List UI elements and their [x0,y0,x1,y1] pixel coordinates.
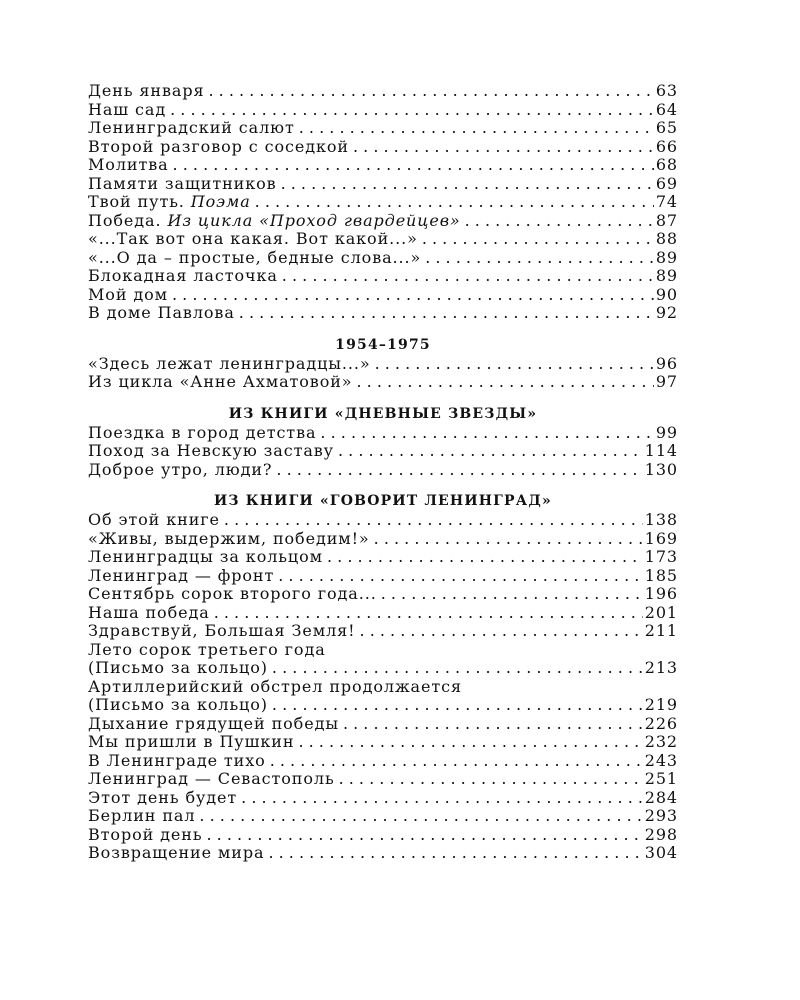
toc-entry [88,585,678,604]
dot-leader [172,286,654,305]
entry-page: 298 [644,824,678,844]
entry-title: Об этой книге [88,510,220,529]
toc-entry [88,304,678,323]
toc-entry [88,622,678,641]
entry-title [88,212,461,231]
entry-title: Наш сад [88,99,167,119]
table-of-contents [88,82,678,863]
entry-title: Молитва [88,155,169,174]
toc-entry [88,212,678,231]
dot-leader [272,696,643,715]
entry-page: 88 [655,229,678,248]
toc-entry [88,530,678,549]
dot-leader [170,101,654,120]
entry-title: Мы пришли в Пушкин [88,732,295,751]
toc-entry [88,267,678,286]
toc-entry [88,548,678,567]
toc-entry [88,373,678,392]
entry-title: День января [88,81,205,100]
toc-entry [88,286,678,305]
entry-page: 243 [644,750,678,770]
toc-section-2 [88,336,678,392]
entry-page: 92 [655,303,678,322]
entry-page: 74 [655,192,678,211]
dot-leader [206,826,642,845]
entry-title: Ленинград — Севастополь [88,769,335,788]
toc-entry [88,424,678,443]
dot-leader [255,193,654,212]
entry-page: 97 [655,372,678,391]
toc-entry [88,715,678,734]
entry-title: Мой дом [88,284,168,304]
entry-page: 201 [644,602,678,622]
entry-page: 65 [655,118,678,137]
dot-leader [268,844,642,863]
entry-title: Второй день [88,824,203,844]
entry-title: Артиллерийский обстрел продолжается [88,676,462,696]
entry-page: 130 [644,459,678,479]
entry-page: 138 [644,510,678,529]
toc-section-1 [88,82,678,323]
dot-leader [381,585,643,604]
entry-title: Ленинградцы за кольцом [88,547,323,566]
entry-title: Блокадная ласточка [88,266,278,285]
dot-leader [425,249,654,268]
entry-page: 185 [644,565,678,585]
entry-title: Возвращение мира [88,843,265,862]
section-heading: ИЗ КНИГИ «ДНЕВНЫЕ ЗВЕЗДЫ» [228,405,538,422]
dot-leader [241,789,643,808]
dot-leader [360,622,643,641]
entry-title-line2: (Письмо за кольцо) [88,658,268,677]
dot-leader [278,567,643,586]
entry-page: 284 [644,787,678,807]
entry-page: 89 [655,247,678,267]
toc-entry [88,461,678,480]
toc-entry [88,175,678,194]
entry-title-main: Победа. [88,210,162,230]
toc-entry [88,193,678,212]
entry-title: Дыхание грядущей победы [88,713,339,733]
entry-page: 196 [644,584,678,603]
entry-page: 232 [644,732,678,751]
entry-page: 63 [655,81,678,100]
entry-title: Поход за Невскую заставу [88,441,334,460]
entry-title: «Живы, выдержим, победим!» [88,528,370,548]
entry-title: Поездка в город детства [88,422,317,442]
entry-title: Ленинградский салют [88,118,295,137]
toc-entry [88,659,678,678]
entry-page: 66 [655,136,678,156]
entry-page: 226 [644,713,678,733]
toc-entry [88,752,678,771]
toc-entry [88,770,678,789]
dot-leader [422,230,654,249]
dot-leader [239,304,654,323]
toc-entry [88,733,678,752]
toc-entry [88,442,678,461]
entry-page: 251 [644,769,678,788]
entry-subtitle: Поэма [190,192,251,211]
dot-leader [276,461,642,480]
entry-page: 90 [655,284,678,304]
toc-entry [88,844,678,863]
toc-entry [88,511,678,530]
dot-leader [465,212,654,231]
entry-title: Доброе утро, люди? [88,459,273,479]
dot-leader [343,715,643,734]
entry-title: Сентябрь сорок второго года... [88,584,377,603]
dot-leader [338,442,643,461]
dot-leader [353,138,654,157]
entry-title: Из цикла «Анне Ахматовой» [88,372,353,391]
toc-entry [88,826,678,845]
toc-entry [88,567,678,586]
dot-leader [299,119,654,138]
entry-page: 169 [644,528,678,548]
entry-title [88,193,251,212]
dot-leader [199,807,642,826]
dot-leader [208,82,653,101]
entry-page: 219 [644,695,678,714]
entry-page: 87 [655,210,678,230]
dot-leader [214,604,643,623]
dot-leader [339,770,643,789]
toc-section-3 [88,405,678,480]
entry-title: Наша победа [88,602,210,622]
toc-entry [88,604,678,623]
entry-title: В доме Павлова [88,303,235,322]
entry-page: 99 [655,422,678,442]
toc-entry [88,119,678,138]
entry-subtitle: Из цикла «Проход гвардейцев» [167,210,461,230]
entry-page: 173 [644,547,678,566]
toc-entry [88,807,678,826]
entry-title: Лето сорок третьего года [88,639,326,659]
entry-page: 211 [644,621,678,640]
entry-page: 114 [644,441,678,460]
entry-title: «...О да – простые, бедные слова...» [88,247,422,267]
toc-section-4 [88,492,678,863]
toc-entry [88,156,678,175]
toc-entry [88,696,678,715]
toc-entry [88,789,678,808]
entry-title: В Ленинграде тихо [88,750,266,770]
toc-entry [88,249,678,268]
dot-leader [357,373,654,392]
toc-entry [88,230,678,249]
dot-leader [282,267,654,286]
section-heading: ИЗ КНИГИ «ГОВОРИТ ЛЕНИНГРАД» [214,493,552,509]
dot-leader [327,548,643,567]
entry-title: «Здесь лежат ленинградцы...» [88,353,371,373]
toc-entry [88,82,678,101]
dot-leader [281,175,654,194]
dot-leader [298,733,642,752]
entry-page: 69 [655,173,678,193]
dot-leader [173,156,654,175]
entry-title: Этот день будет [88,787,238,807]
entry-page: 293 [644,806,678,825]
entry-page: 96 [655,353,678,373]
toc-entry-line1 [88,641,678,660]
entry-page: 68 [655,155,678,174]
entry-title: Ленинград — фронт [88,565,275,585]
toc-entry [88,101,678,120]
entry-title: «...Так вот она какая. Вот какой...» [88,229,418,248]
entry-title: Берлин пал [88,806,196,825]
entry-title: Здравствуй, Большая Земля! [88,621,356,640]
entry-title: Второй разговор с соседкой [88,136,349,156]
entry-title: Памяти защитников [88,173,277,193]
entry-title-line2: (Письмо за кольцо) [88,695,268,714]
entry-title-main: Твой путь. [88,192,185,211]
entry-page: 64 [655,99,678,119]
toc-entry [88,355,678,374]
toc-entry [88,138,678,157]
dot-leader [224,511,643,530]
dot-leader [270,752,643,771]
dot-leader [272,659,643,678]
dot-leader [374,530,643,549]
dot-leader [320,424,653,443]
toc-entry-line1 [88,678,678,697]
section-heading: 1954–1975 [335,336,431,353]
entry-page: 304 [644,843,678,862]
entry-page: 213 [644,658,678,677]
entry-page: 89 [655,266,678,285]
dot-leader [375,355,654,374]
